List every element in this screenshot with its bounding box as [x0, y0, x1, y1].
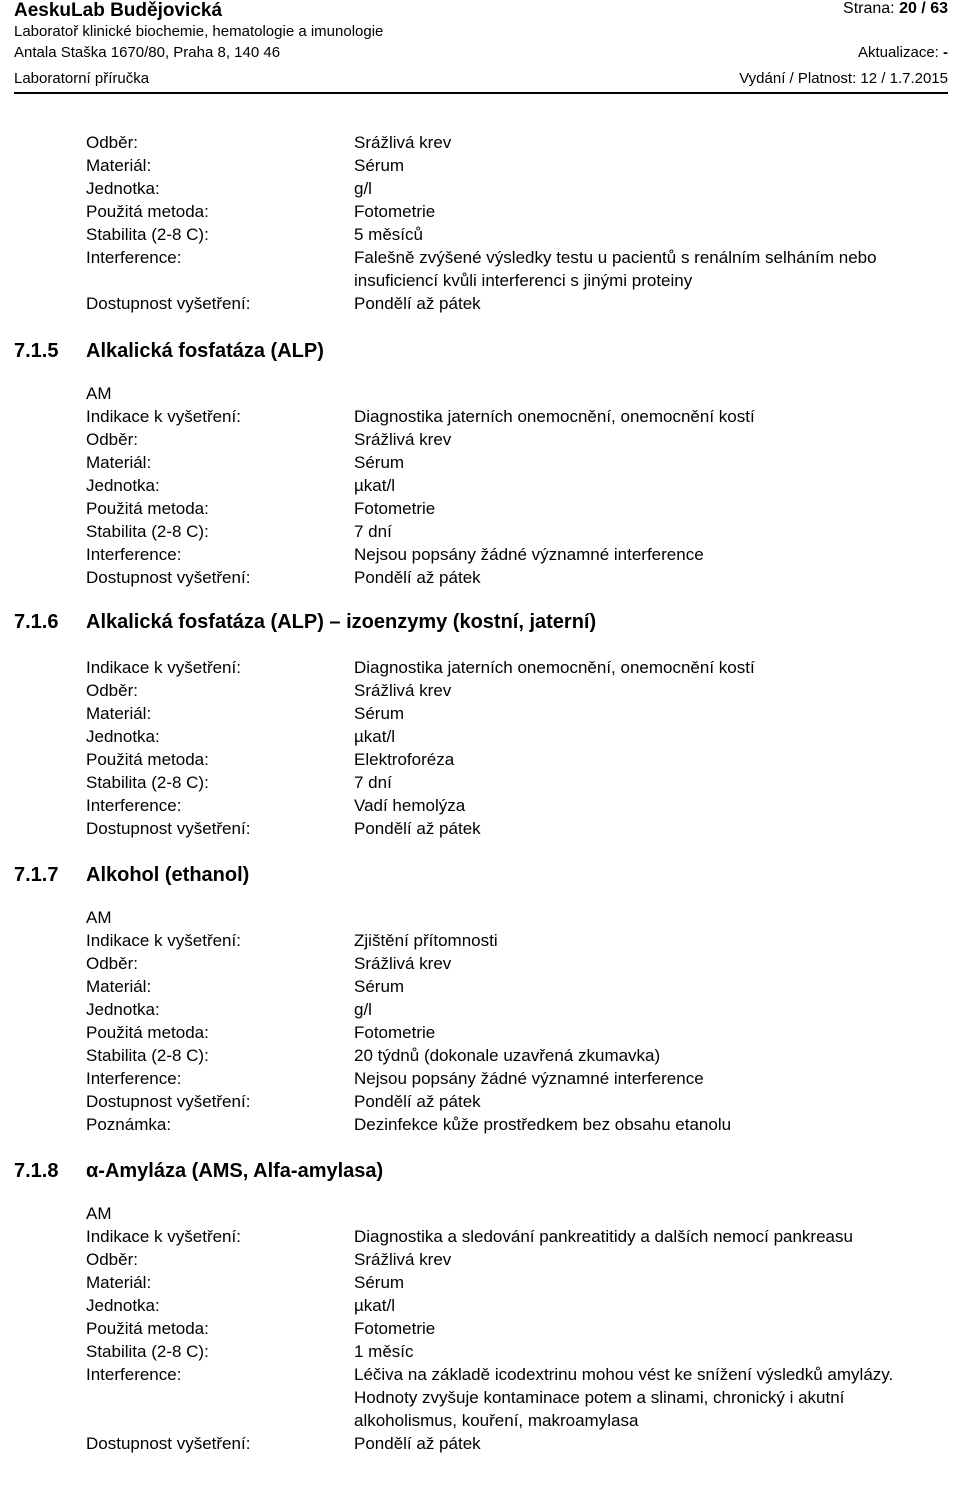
header-row-company: [14, 0, 948, 23]
field-label: Dostupnost vyšetření:: [86, 1434, 251, 1453]
field-value: Sérum: [354, 704, 405, 723]
field-row: [14, 771, 930, 794]
update-value: -: [943, 44, 948, 61]
am-marker: AM: [86, 908, 112, 927]
field-value: Srážlivá krev: [354, 681, 452, 700]
field-label: Interference:: [86, 1069, 182, 1088]
field-label: Dostupnost vyšetření:: [86, 819, 251, 838]
update-info: [858, 44, 948, 61]
field-label: Jednotka:: [86, 179, 160, 198]
lab-address: Antala Staška 1670/80, Praha 8, 140 46: [14, 44, 281, 61]
field-value: Pondělí až pátek: [354, 294, 481, 313]
field-label: Dostupnost vyšetření:: [86, 1092, 251, 1111]
field-label: Dostupnost vyšetření:: [86, 294, 251, 313]
field-value: Sérum: [354, 156, 405, 175]
field-value: Sérum: [354, 453, 405, 472]
field-row: [14, 998, 930, 1021]
field-row: [14, 656, 930, 679]
field-label: Poznámka:: [86, 1115, 172, 1134]
field-label: Odběr:: [86, 681, 138, 700]
field-value: Léčiva na základě icodextrinu mohou vést ke snížení výsledků amylázy. Hodnoty zvyšuje kontaminace potem a slinami, chronický i akutní alkoholismus, kouření, makroamylasa: [354, 1365, 894, 1430]
field-value: Sérum: [354, 977, 405, 996]
field-value: Zjištění přítomnosti: [354, 931, 498, 950]
section-number: 7.1.7: [14, 864, 59, 886]
field-row: [14, 1340, 930, 1363]
header-row-lab: [14, 23, 948, 44]
field-label: Indikace k vyšetření:: [86, 658, 241, 677]
field-row: [14, 405, 930, 428]
field-row: [14, 497, 930, 520]
field-row: [14, 520, 930, 543]
field-value: 7 dní: [354, 773, 392, 792]
field-label: Odběr:: [86, 133, 138, 152]
field-row: [14, 1044, 930, 1067]
section-number: 7.1.5: [14, 340, 59, 362]
section-title: α-Amyláza (AMS, Alfa-amylasa): [86, 1160, 384, 1182]
field-row: [14, 1271, 930, 1294]
field-label: Materiál:: [86, 977, 152, 996]
field-label: Interference:: [86, 248, 182, 267]
page-header: [14, 0, 948, 94]
field-label: Dostupnost vyšetření:: [86, 568, 251, 587]
field-value: Nejsou popsány žádné významné interference: [354, 1069, 704, 1088]
field-row: [14, 1021, 930, 1044]
field-row: [14, 543, 930, 566]
field-value: µkat/l: [354, 727, 395, 746]
field-row: [14, 794, 930, 817]
field-value: Fotometrie: [354, 202, 436, 221]
field-value: Srážlivá krev: [354, 954, 452, 973]
edition-info: Vydání / Platnost: 12 / 1.7.2015: [739, 70, 948, 87]
field-label: Stabilita (2-8 C):: [86, 225, 209, 244]
field-label: Materiál:: [86, 156, 152, 175]
page-label: Strana:: [843, 0, 895, 17]
field-value: 20 týdnů (dokonale uzavřená zkumavka): [354, 1046, 661, 1065]
field-row: [14, 817, 930, 840]
field-value: 5 měsíců: [354, 225, 423, 244]
field-label: Použitá metoda:: [86, 499, 209, 518]
page-number: [843, 0, 948, 18]
field-label: Materiál:: [86, 453, 152, 472]
field-value: µkat/l: [354, 476, 395, 495]
am-marker: AM: [86, 384, 112, 403]
field-label: Jednotka:: [86, 1296, 160, 1315]
field-row: [14, 679, 930, 702]
field-value: Diagnostika jaterních onemocnění, onemocnění kostí: [354, 407, 755, 426]
field-value: Fotometrie: [354, 1319, 436, 1338]
field-row: [14, 952, 930, 975]
section-heading: [14, 862, 930, 888]
field-value: Fotometrie: [354, 499, 436, 518]
field-row: [14, 702, 930, 725]
field-value: g/l: [354, 179, 372, 198]
section-number: 7.1.8: [14, 1160, 59, 1182]
field-row: [14, 428, 930, 451]
field-label: Indikace k vyšetření:: [86, 1227, 241, 1246]
field-value: Srážlivá krev: [354, 1250, 452, 1269]
field-row: [14, 451, 930, 474]
field-row: [14, 154, 930, 177]
field-label: Jednotka:: [86, 476, 160, 495]
field-label: Indikace k vyšetření:: [86, 931, 241, 950]
field-label: Interference:: [86, 796, 182, 815]
field-value: Srážlivá krev: [354, 430, 452, 449]
field-value: Dezinfekce kůže prostředkem bez obsahu etanolu: [354, 1115, 732, 1134]
field-label: Použitá metoda:: [86, 1023, 209, 1042]
field-label: Použitá metoda:: [86, 202, 209, 221]
field-label: Odběr:: [86, 430, 138, 449]
field-value: Elektroforéza: [354, 750, 455, 769]
field-label: Stabilita (2-8 C):: [86, 1342, 209, 1361]
field-value: Srážlivá krev: [354, 133, 452, 152]
field-row: [14, 131, 930, 154]
field-row: [14, 1090, 930, 1113]
field-label: Stabilita (2-8 C):: [86, 522, 209, 541]
field-value: Pondělí až pátek: [354, 819, 481, 838]
field-value: µkat/l: [354, 1296, 395, 1315]
field-value: Falešně zvýšené výsledky testu u pacientů s renálním selháním nebo insuficiencí kvůli interferenci s jinými proteiny: [354, 248, 877, 290]
section-number: 7.1.6: [14, 611, 59, 633]
field-row: [14, 246, 930, 292]
field-label: Jednotka:: [86, 1000, 160, 1019]
field-value: Diagnostika jaterních onemocnění, onemocnění kostí: [354, 658, 755, 677]
field-label: Odběr:: [86, 1250, 138, 1269]
field-row: [14, 292, 930, 315]
section-heading: [14, 338, 930, 364]
field-label: Indikace k vyšetření:: [86, 407, 241, 426]
field-label: Odběr:: [86, 954, 138, 973]
field-row: [14, 748, 930, 771]
field-value: Vadí hemolýza: [354, 796, 466, 815]
section-title: Alkalická fosfatáza (ALP) – izoenzymy (kostní, jaterní): [86, 611, 597, 633]
field-value: 7 dní: [354, 522, 392, 541]
document-content: [14, 131, 930, 1455]
field-row: [14, 1067, 930, 1090]
field-value: Pondělí až pátek: [354, 1434, 481, 1453]
field-row: [14, 474, 930, 497]
page-value: 20 / 63: [899, 0, 948, 17]
field-row: [14, 566, 930, 589]
company-name: AeskuLab Budějovická: [14, 0, 223, 21]
header-row-manual: [14, 66, 948, 94]
field-row: [14, 1113, 930, 1136]
field-row: [14, 1248, 930, 1271]
section-title: Alkalická fosfatáza (ALP): [86, 340, 324, 362]
field-label: Materiál:: [86, 704, 152, 723]
field-value: Pondělí až pátek: [354, 1092, 481, 1111]
field-label: Použitá metoda:: [86, 750, 209, 769]
am-marker: AM: [86, 1204, 112, 1223]
field-row: [14, 975, 930, 998]
field-label: Stabilita (2-8 C):: [86, 1046, 209, 1065]
field-value: g/l: [354, 1000, 372, 1019]
section-heading: [14, 609, 930, 635]
field-label: Materiál:: [86, 1273, 152, 1292]
field-row: [14, 1317, 930, 1340]
continued-block: [14, 131, 930, 315]
field-label: Interference:: [86, 545, 182, 564]
field-label: Jednotka:: [86, 727, 160, 746]
field-row: [14, 200, 930, 223]
field-row: [14, 1225, 930, 1248]
field-label: Interference:: [86, 1365, 182, 1384]
header-row-address: [14, 44, 948, 66]
field-row: [14, 223, 930, 246]
section-heading: [14, 1158, 930, 1184]
field-value: 1 měsíc: [354, 1342, 414, 1361]
field-row: [14, 725, 930, 748]
lab-name: Laboratoř klinické biochemie, hematologie a imunologie: [14, 23, 384, 40]
field-label: Použitá metoda:: [86, 1319, 209, 1338]
field-row: [14, 177, 930, 200]
update-label: Aktualizace:: [857, 44, 939, 61]
manual-title: Laboratorní příručka: [14, 70, 150, 87]
section-title: Alkohol (ethanol): [86, 864, 250, 886]
field-value: Pondělí až pátek: [354, 568, 481, 587]
field-row: [14, 1363, 930, 1432]
field-value: Nejsou popsány žádné významné interference: [354, 545, 704, 564]
field-value: Fotometrie: [354, 1023, 436, 1042]
field-value: Sérum: [354, 1273, 405, 1292]
field-value: Diagnostika a sledování pankreatitidy a dalších nemocí pankreasu: [354, 1227, 853, 1246]
field-row: [14, 1294, 930, 1317]
field-row: [14, 1432, 930, 1455]
field-label: Stabilita (2-8 C):: [86, 773, 209, 792]
field-row: [14, 929, 930, 952]
